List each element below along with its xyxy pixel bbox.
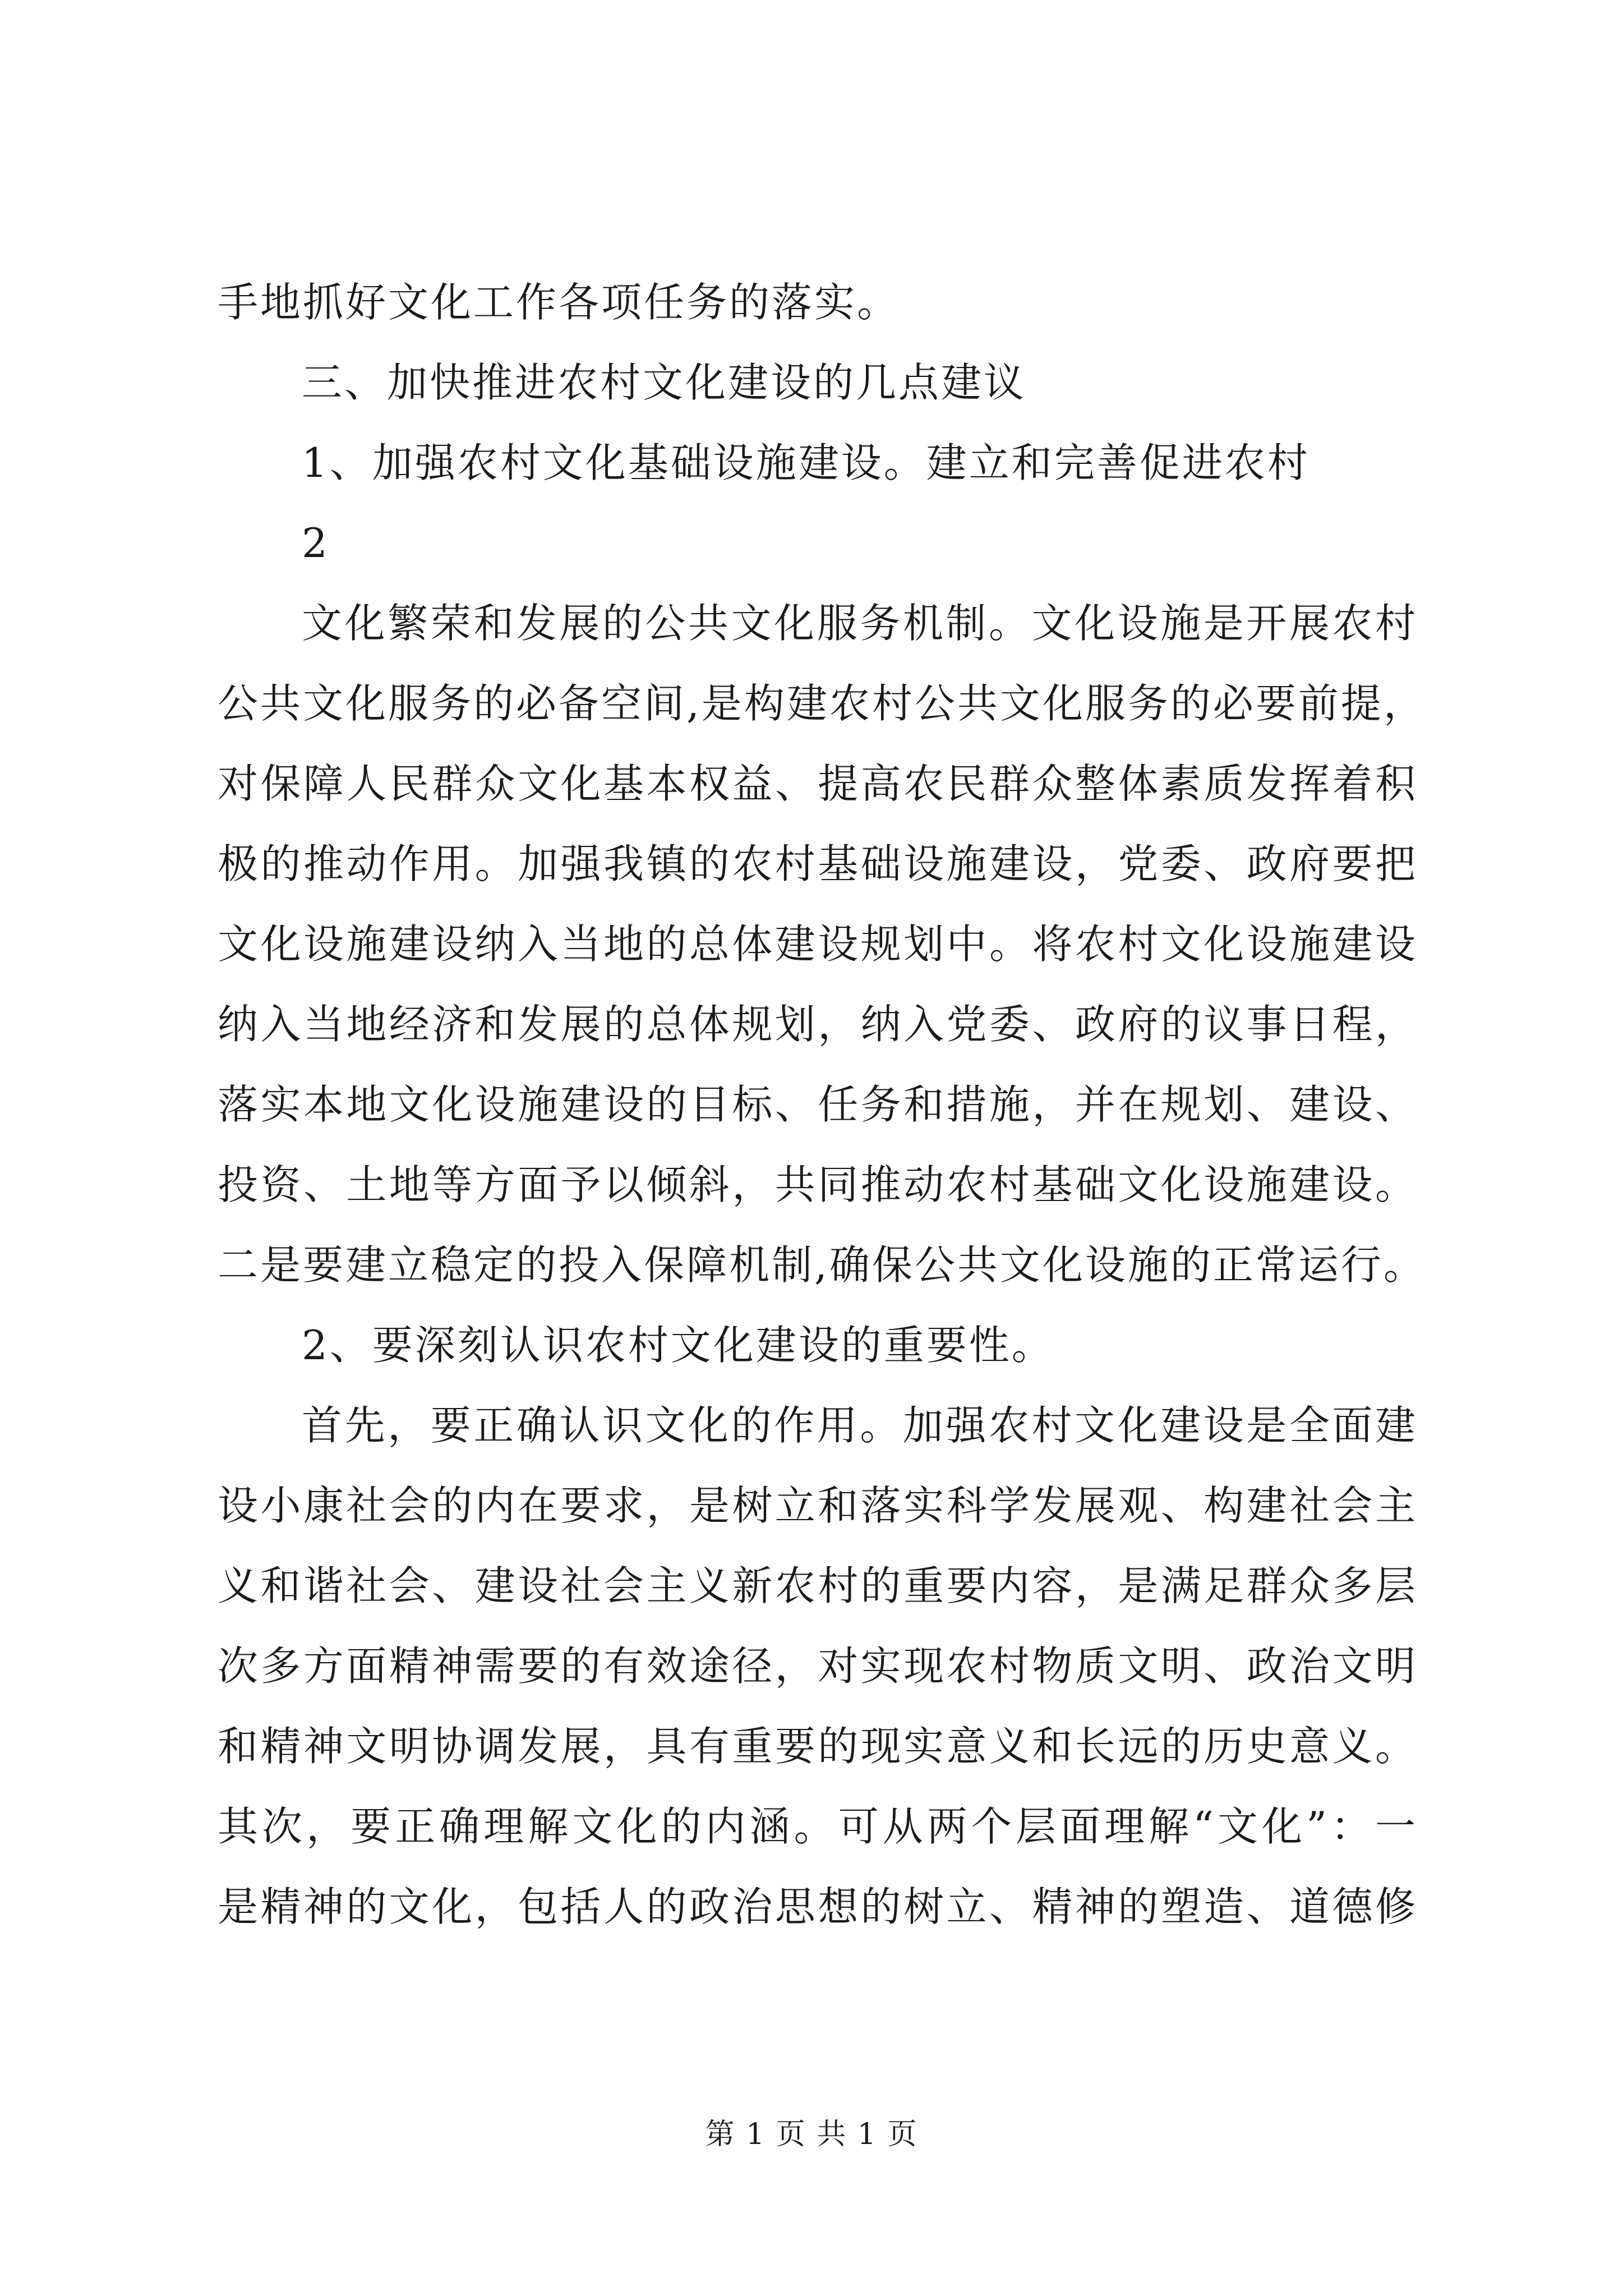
paragraph-line: 公共文化服务的必备空间,是构建农村公共文化服务的必要前提， (218, 680, 1426, 727)
paragraph-line: 和精神文明协调发展，具有重要的现实意义和长远的历史意义。 (218, 1723, 1418, 1770)
paragraph-line: 文化繁荣和发展的公共文化服务机制。文化设施是开展农村 (302, 600, 1418, 647)
paragraph-line: 文化设施建设纳入当地的总体建设规划中。将农村文化设施建设 (218, 921, 1418, 968)
paragraph-line: 次多方面精神需要的有效途径，对实现农村物质文明、政治文明 (218, 1642, 1418, 1690)
text-line: 手地抓好文化工作各项任务的落实。 (218, 279, 900, 326)
paragraph-line: 纳入当地经济和发展的总体规划，纳入党委、政府的议事日程， (218, 1001, 1418, 1048)
paragraph-line: 首先，要正确认识文化的作用。加强农村文化建设是全面建 (302, 1402, 1418, 1449)
page-footer (0, 2110, 1623, 2152)
numbered-item-heading: 2、要深刻认识农村文化建设的重要性。 (302, 1322, 1054, 1369)
document-body (218, 263, 1426, 1947)
numbered-item-heading: 1、加强农村文化基础设施建设。建立和完善促进农村 (302, 439, 1310, 486)
paragraph-line: 极的推动作用。加强我镇的农村基础设施建设，党委、政府要把 (218, 840, 1418, 887)
paragraph-line: 设小康社会的内在要求，是树立和落实科学发展观、构建社会主 (218, 1482, 1418, 1529)
paragraph-line: 二是要建立稳定的投入保障机制,确保公共文化设施的正常运行。 (218, 1241, 1426, 1289)
paragraph-line: 投资、土地等方面予以倾斜，共同推动农村基础文化设施建设。 (218, 1161, 1418, 1208)
paragraph-line: 其次，要正确理解文化的内涵。可从两个层面理解“文化”：一 (218, 1803, 1418, 1850)
paragraph-line: 是精神的文化，包括人的政治思想的树立、精神的塑造、道德修 (218, 1883, 1418, 1930)
page-number-fragment: 2 (302, 519, 330, 567)
paragraph-line: 对保障人民群众文化基本权益、提高农民群众整体素质发挥着积 (218, 760, 1418, 807)
paragraph-line: 义和谐社会、建设社会主义新农村的重要内容，是满足群众多层 (218, 1562, 1418, 1609)
section-heading: 三、加快推进农村文化建设的几点建议 (302, 359, 1027, 406)
page-number-label: 第 1 页 共 1 页 (705, 2118, 918, 2151)
paragraph-line: 落实本地文化设施建设的目标、任务和措施，并在规划、建设、 (218, 1081, 1418, 1128)
